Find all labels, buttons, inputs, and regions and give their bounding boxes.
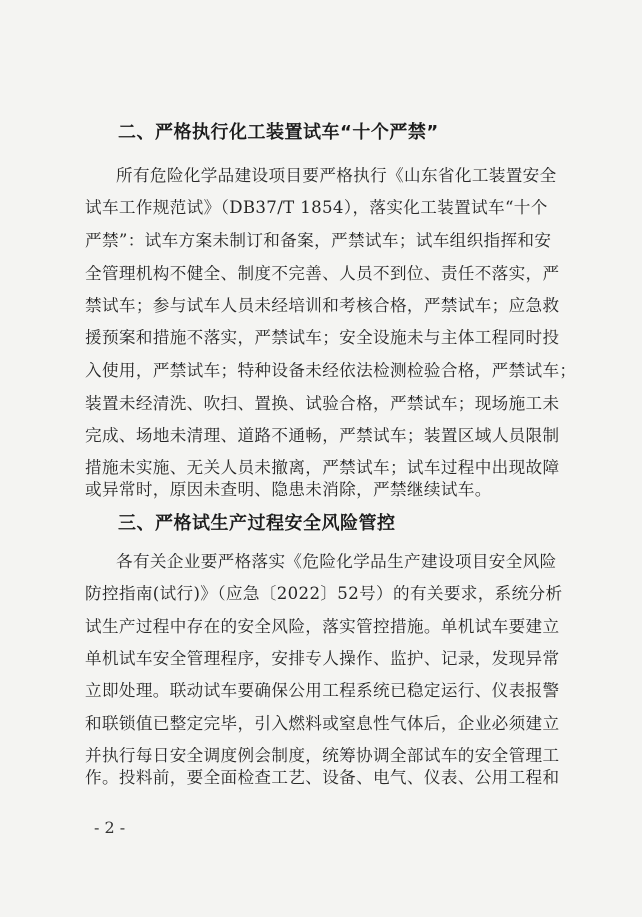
paragraph-line: 装置未经清洗、吹扫、置换、试验合格，严禁试车；现场施工未 (85, 394, 560, 413)
paragraph-line: 单机试车安全管理程序，安排专人操作、监护、记录，发现异常 (85, 649, 560, 668)
paragraph-line: 援预案和措施不落实，严禁试车；安全设施未与主体工程同时投 (85, 328, 560, 347)
paragraph-line: 立即处理。联动试车要确保公用工程系统已稳定运行、仪表报警 (85, 681, 560, 700)
paragraph-line: 并执行每日安全调度例会制度，统筹协调全部试车的安全管理工 (85, 746, 560, 765)
paragraph-line: 作。投料前，要全面检查工艺、设备、电气、仪表、公用工程和 (85, 768, 560, 787)
paragraph-line: 全管理机构不健全、制度不完善、人员不到位、责任不落实，严 (85, 264, 560, 283)
paragraph-line: 完成、场地未清理、道路不通畅，严禁试车；装置区域人员限制 (85, 426, 560, 445)
paragraph-line: 或异常时，原因未查明、隐患未消除，严禁继续试车。 (85, 480, 492, 499)
paragraph-line: 严禁”：试车方案未制订和备案，严禁试车；试车组织指挥和安 (85, 231, 552, 250)
page-number: - 2 - (94, 818, 126, 837)
paragraph-line: 所有危险化学品建设项目要严格执行《山东省化工装置安全 (116, 166, 557, 185)
section-heading: 三、严格试生产过程安全风险管控 (118, 513, 396, 534)
paragraph-line: 试车工作规范试》（DB37/T 1854），落实化工装置试车“十个 (85, 198, 548, 217)
paragraph-line: 和联锁值已整定完毕，引入燃料或窒息性气体后，企业必须建立 (85, 714, 560, 733)
paragraph-line: 防控指南(试行)》（应急〔2022〕52号）的有关要求，系统分析 (85, 584, 563, 603)
paragraph-line: 禁试车；参与试车人员未经培训和考核合格，严禁试车；应急救 (85, 296, 560, 315)
paragraph-line: 入使用，严禁试车；特种设备未经依法检测检验合格，严禁试车； (85, 361, 577, 380)
paragraph-line: 措施未实施、无关人员未撤离，严禁试车；试车过程中出现故障 (85, 458, 560, 477)
section-heading: 二、严格执行化工装置试车“十个严禁” (118, 122, 439, 143)
paragraph-line: 各有关企业要严格落实《危险化学品生产建设项目安全风险 (116, 552, 557, 571)
paragraph-line: 试生产过程中存在的安全风险，落实管控措施。单机试车要建立 (85, 617, 560, 636)
